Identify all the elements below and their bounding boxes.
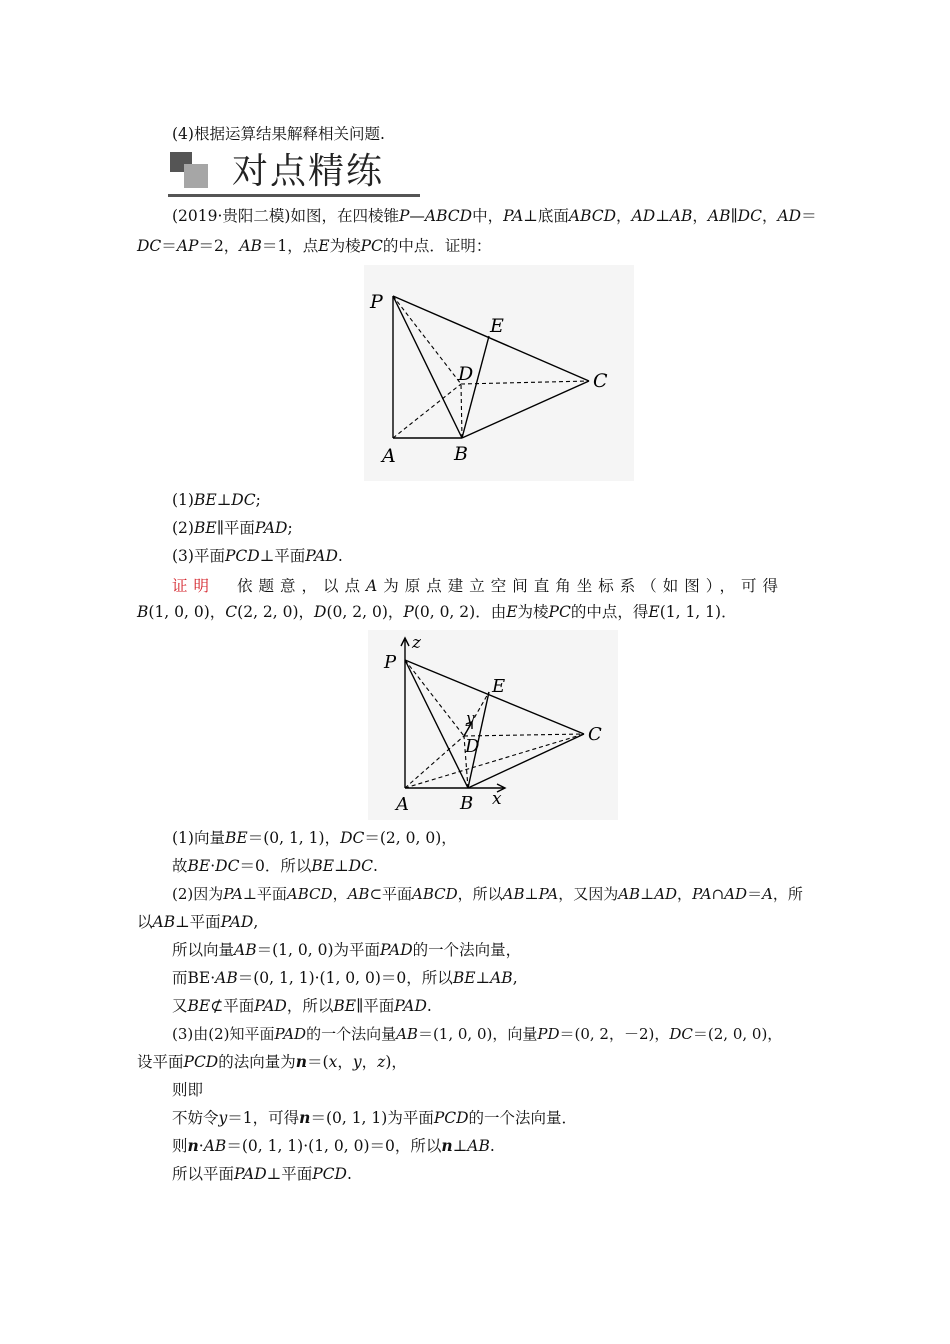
problem-line-1 [172,206,817,226]
proof-text: ＝(0, 2，－2)， [559,1025,670,1043]
math-PC: PC [548,603,571,621]
label-D: D [465,736,480,757]
label-P: P [370,291,383,313]
proof-label: 证明 [172,577,216,595]
proof-text: 为棱 [517,603,549,621]
proof-text: ⊥平面 [175,913,221,931]
math-DC: DC [231,491,256,509]
proof-line-11 [172,1108,577,1128]
problem-text: ＝2， [198,237,240,255]
math-AB: AB [618,885,641,903]
math-BE: BE [187,857,211,875]
math-AB: AB [239,237,262,255]
math-PA: PA [692,885,712,903]
proof-text: ＝(0, 1, 1)为平面 [310,1109,434,1127]
math-P: P [398,207,410,225]
math-DC: DC [215,857,240,875]
proof-text: (1, 0, 0)， [148,603,226,621]
section-banner [168,150,420,198]
proof-text: 则 [172,1137,188,1155]
math-DC: DC [340,829,365,847]
problem-text: ， [761,207,778,225]
math-P: P [403,603,414,621]
label-A: A [396,794,409,815]
label-B: B [454,443,468,465]
proof-text: 为原点建立空间直角坐标系（如图），可得 [383,577,784,595]
math-z: z [377,1053,386,1071]
math-AB: AB [203,1137,227,1155]
proof-text: ＝(0, 1, 1)， [247,829,341,847]
problem-text: ， [692,207,708,225]
proof-text: (1)向量 [172,829,225,847]
proof-text: . [372,857,378,875]
problem-text: 为棱 [329,237,361,255]
proof-text: · [198,1137,204,1155]
math-AB: AB [490,969,513,987]
math-D: D [314,603,327,621]
math-BE: BE [452,969,476,987]
math-n: n [441,1136,453,1155]
math-AD: AD [654,885,678,903]
problem-line-2 [137,236,491,256]
proof-text: ，又因为 [558,885,619,903]
math-PAD: PAD [234,1165,267,1183]
proof-line-9 [137,1052,407,1072]
proof-text: ＝( [307,1053,329,1071]
problem-text: ＝1，点 [261,237,319,255]
proof-text: ＝(0, 1, 1)·(1, 0, 0)＝0，所以 [237,969,453,987]
math-PAD: PAD [394,997,427,1015]
math-y: y [218,1109,228,1127]
proof-text: . [426,997,432,1015]
proof-text: 又 [172,997,188,1015]
proof-text: 以 [137,913,153,931]
proof-text: ⊥ [524,885,539,903]
math-BE: BE [193,491,217,509]
proof-text: )， [385,1053,407,1071]
math-AB: AB [467,1137,490,1155]
math-n: n [295,1052,308,1071]
label-D: D [458,363,474,385]
label-A: A [382,445,396,467]
proof-line-3 [172,884,803,904]
math-n: n [187,1136,199,1155]
proof-text: 所以平面 [172,1165,235,1183]
label-y: y [466,709,475,727]
math-PA: PA [538,885,559,903]
problem-text: ＝ [801,207,817,225]
proof-text: ⊥ [475,969,491,987]
math-E: E [506,603,518,621]
math-DC: DC [137,237,162,255]
math-AP: AP [176,237,199,255]
proof-text: ⊥平面 [242,885,287,903]
proof-text: ＝ [747,885,763,903]
proof-line-13 [172,1164,352,1184]
proof-text: ⊥平面 [266,1165,313,1183]
question-3 [172,546,343,566]
proof-line-6 [172,968,518,988]
math-AB: AB [707,207,731,225]
math-AD: AD [724,885,748,903]
math-PD: PD [537,1025,560,1043]
math-AB: AB [215,969,238,987]
proof-text: 而BE· [172,969,216,987]
math-A: A [366,577,378,595]
math-AB: AB [396,1025,418,1043]
proof-intro-line-1 [172,576,784,596]
problem-text: 的中点．证明： [382,237,492,255]
proof-text: 不妨令 [172,1109,219,1127]
proof-text: 的一个法向量， [412,941,522,959]
pyramid-figure-1 [364,265,634,481]
question-text: ; [287,519,293,537]
math-PAD: PAD [305,547,338,565]
proof-text: . [346,1165,352,1183]
math-E: E [648,603,660,621]
math-E: E [318,237,330,255]
proof-text: ，所以 [286,997,334,1015]
question-2 [172,518,293,538]
proof-text: (2)因为 [172,885,224,903]
math-BE: BE [193,519,217,537]
math-B: B [137,603,149,621]
proof-text: , [253,913,259,931]
math-PC: PC [360,237,383,255]
label-C: C [593,370,608,392]
proof-line-4 [137,912,258,932]
proof-line-10: 则即 [172,1081,204,1099]
proof-text: 的一个法向量． [468,1109,578,1127]
proof-line-5 [172,940,521,960]
proof-line-2 [172,856,378,876]
math-AD: AD [631,207,656,225]
problem-text: 中， [472,207,504,225]
question-text: ⊥平面 [259,547,306,565]
proof-text: . [489,1137,495,1155]
proof-text: (0, 0, 2)．由 [413,603,507,621]
proof-text: 的法向量为 [218,1053,296,1071]
math-BE: BE [311,857,335,875]
pyramid-figure-2 [368,630,618,820]
problem-text: ， [616,207,632,225]
question-text: ; [255,491,261,509]
question-text: ⊥ [216,491,232,509]
problem-text: ∥ [730,207,738,225]
proof-text: ⊂平面 [369,885,413,903]
math-PAD: PAD [274,1025,307,1043]
math-PCD: PCD [183,1053,219,1071]
section-title: 对点精练 [232,151,385,192]
label-P: P [384,652,397,673]
problem-text: ＝ [161,237,177,255]
math-BE: BE [187,997,211,1015]
proof-line-12 [172,1136,495,1156]
question-text: ∥平面 [216,519,255,537]
math-AB: AB [234,941,257,959]
math-y: y [352,1053,362,1071]
proof-text: (0, 2, 0)， [326,603,404,621]
proof-text: 的一个法向量 [306,1025,397,1043]
proof-text: ⊥ [334,857,349,875]
problem-text: ⊥ [655,207,670,225]
math-PA: PA [223,885,243,903]
proof-text: ＝(1, 0, 0)为平面 [256,941,380,959]
math-ABCD: ABCD [412,885,458,903]
proof-text: ，所 [772,885,803,903]
proof-text: ，所以 [457,885,503,903]
proof-line-7 [172,996,432,1016]
banner-square-light [184,164,208,188]
math-PCD: PCD [224,547,260,565]
proof-line-8 [172,1024,782,1044]
proof-text: ⊥ [452,1137,468,1155]
math-n: n [299,1108,311,1127]
proof-text: ＝(0, 1, 1)·(1, 0, 0)＝0，所以 [226,1137,442,1155]
banner-rule [168,194,420,197]
proof-text: ＝(2, 0, 0)， [364,829,457,847]
proof-text: ⊄平面 [210,997,255,1015]
proof-text: 故 [172,857,188,875]
math-BE: BE [224,829,248,847]
question-text: (1) [172,491,194,509]
proof-text: ， [337,1053,353,1071]
label-B: B [460,793,474,814]
proof-text: ＝1，可得 [227,1109,300,1127]
label-x: x [492,789,502,809]
math-PCD: PCD [312,1165,347,1183]
math-ABCD: ABCD [286,885,333,903]
proof-text: ∥平面 [356,997,395,1015]
proof-text: , [512,969,518,987]
question-text: . [337,547,343,565]
math-PCD: PCD [433,1109,469,1127]
proof-text: ⊥ [640,885,655,903]
proof-text: ∩ [711,885,725,903]
proof-text: (1, 1, 1)． [659,603,737,621]
proof-text: 所以向量 [172,941,235,959]
math-PA: PA [503,207,524,225]
proof-text: ， [361,1053,378,1071]
math-PAD: PAD [380,941,413,959]
proof-text: 的中点，得 [570,603,649,621]
math-AB: AB [502,885,525,903]
math-C: C [225,603,238,621]
proof-text: ＝(2, 0, 0)， [692,1025,783,1043]
math-PAD: PAD [220,913,254,931]
question-text: (2) [172,519,194,537]
proof-intro-line-2 [137,602,737,622]
label-C: C [588,724,602,745]
math-AB: AB [669,207,693,225]
math-ABCD: ABCD [568,207,617,225]
math-x: x [328,1053,338,1071]
step-4-text: (4)根据运算结果解释相关问题. [172,125,385,143]
label-E: E [490,315,504,337]
proof-text: (2, 2, 0)， [237,603,315,621]
problem-text: (2019·贵阳二模)如图，在四棱锥 [172,207,399,225]
proof-text: ＝0．所以 [239,857,312,875]
proof-text: ， [677,885,693,903]
question-1 [172,490,261,510]
proof-text: · [210,857,216,875]
label-E: E [492,676,506,697]
problem-text: — [409,207,425,225]
math-AB: AB [347,885,370,903]
math-DC: DC [348,857,373,875]
proof-line-1 [172,828,457,848]
math-BE: BE [333,997,357,1015]
question-text: (3)平面 [172,547,225,565]
math-A: A [762,885,773,903]
math-PAD: PAD [254,519,288,537]
proof-text: 依题意，以点 [237,577,367,595]
math-DC: DC [669,1025,693,1043]
proof-text: ＝(1, 0, 0)，向量 [417,1025,538,1043]
math-ABCD: ABCD [424,207,473,225]
proof-text: ， [332,885,348,903]
math-PAD: PAD [254,997,287,1015]
math-AB: AB [152,913,176,931]
label-z: z [412,633,421,653]
math-AD: AD [777,207,802,225]
proof-text: (3)由(2)知平面 [172,1025,275,1043]
proof-text: 设平面 [137,1053,184,1071]
problem-text: ⊥底面 [523,207,569,225]
math-DC: DC [737,207,762,225]
